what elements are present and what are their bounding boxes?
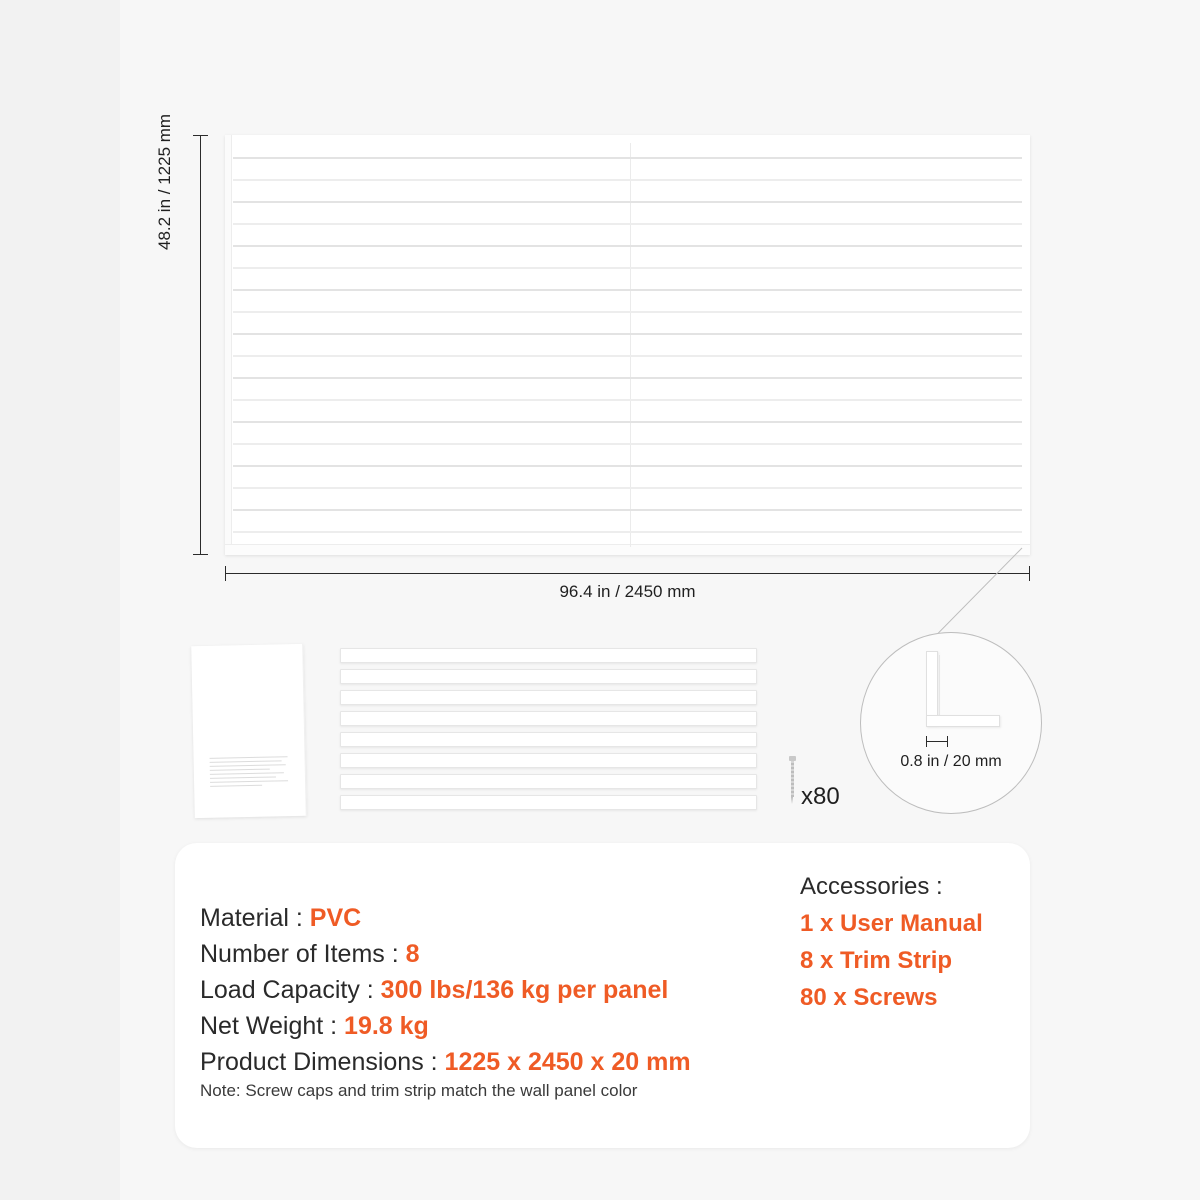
specification-note: Note: Screw caps and trim strip match the wall panel color	[200, 1081, 638, 1100]
spec-row	[200, 1044, 770, 1080]
spec-label: Number of Items :	[200, 940, 406, 968]
specification-list	[200, 900, 770, 1080]
manual-text-lines	[210, 756, 289, 790]
callout-panel-edge-horizontal	[926, 715, 1000, 727]
panel-slat	[233, 355, 1022, 357]
page-left-margin	[0, 0, 120, 1200]
accessory-item: 8 x Trim Strip	[800, 947, 953, 974]
spec-value: 19.8 kg	[344, 1012, 429, 1040]
panel-slat	[233, 289, 1022, 291]
accessories-title: Accessories :	[800, 873, 943, 900]
callout-panel-edge-seam	[939, 655, 940, 715]
panel-slat	[233, 465, 1022, 467]
screw-count-label: x80	[801, 783, 840, 810]
thickness-dim-cap-left	[926, 736, 927, 747]
height-dim-cap-top	[193, 135, 208, 136]
user-manual-illustration	[191, 644, 307, 818]
trim-strip	[340, 732, 757, 747]
panel-slat	[233, 179, 1022, 181]
panel-left-edge	[225, 135, 232, 555]
trim-strip	[340, 648, 757, 663]
spec-label: Net Weight :	[200, 1012, 345, 1040]
panel-slat	[233, 443, 1022, 445]
spec-value: PVC	[309, 904, 362, 932]
width-dim-cap-left	[225, 566, 226, 581]
accessories-items	[800, 905, 1025, 1016]
width-dimension-label: 96.4 in / 2450 mm	[559, 582, 696, 601]
trim-strip	[340, 690, 757, 705]
accessories-list	[800, 868, 1025, 1016]
screw-tip	[791, 797, 793, 804]
panel-slat	[233, 421, 1022, 423]
panel-slat	[233, 311, 1022, 313]
trim-strip	[340, 774, 757, 789]
panel-slat	[233, 201, 1022, 203]
height-dimension-label: 48.2 in / 1225 mm	[155, 113, 174, 250]
panel-bottom-edge	[225, 544, 1030, 555]
spec-value: 1225 x 2450 x 20 mm	[444, 1048, 691, 1076]
panel-slat	[233, 267, 1022, 269]
wall-panel-body	[225, 135, 1030, 555]
thickness-dimension-label: 0.8 in / 20 mm	[900, 753, 1002, 770]
spec-value: 300 lbs/136 kg per panel	[380, 976, 669, 1004]
trim-strip	[340, 795, 757, 810]
accessory-item: 1 x User Manual	[800, 910, 983, 937]
width-dim-cap-right	[1029, 566, 1030, 581]
panel-slat	[233, 377, 1022, 379]
wall-panel-illustration	[225, 135, 1030, 555]
spec-label: Load Capacity :	[200, 976, 381, 1004]
spec-label: Product Dimensions :	[200, 1048, 445, 1076]
spec-label: Material :	[200, 904, 310, 932]
accessory-item: 80 x Screws	[800, 984, 938, 1011]
screw-shaft	[791, 761, 794, 797]
panel-slat	[233, 157, 1022, 159]
trim-strip	[340, 711, 757, 726]
panel-slat	[233, 245, 1022, 247]
trim-strips-illustration	[340, 648, 758, 816]
thickness-dimension-line	[926, 741, 948, 742]
trim-strip	[340, 669, 757, 684]
panel-slat	[233, 223, 1022, 225]
thickness-callout-circle	[860, 632, 1042, 814]
panel-slat	[233, 509, 1022, 511]
panel-slat	[233, 487, 1022, 489]
spec-row	[200, 900, 770, 936]
panel-slat	[233, 333, 1022, 335]
spec-row	[200, 936, 770, 972]
panel-slat	[233, 399, 1022, 401]
spec-row	[200, 1008, 770, 1044]
spec-row	[200, 972, 770, 1008]
width-dimension-line	[225, 573, 1030, 574]
height-dimension-line	[200, 135, 201, 555]
screw-illustration	[789, 756, 796, 804]
height-dim-cap-bottom	[193, 554, 208, 555]
thickness-dim-cap-right	[947, 736, 948, 747]
specification-card	[175, 843, 1030, 1148]
spec-value: 8	[405, 940, 420, 968]
trim-strip	[340, 753, 757, 768]
callout-panel-edge-vertical	[926, 651, 938, 725]
panel-slat	[233, 531, 1022, 533]
